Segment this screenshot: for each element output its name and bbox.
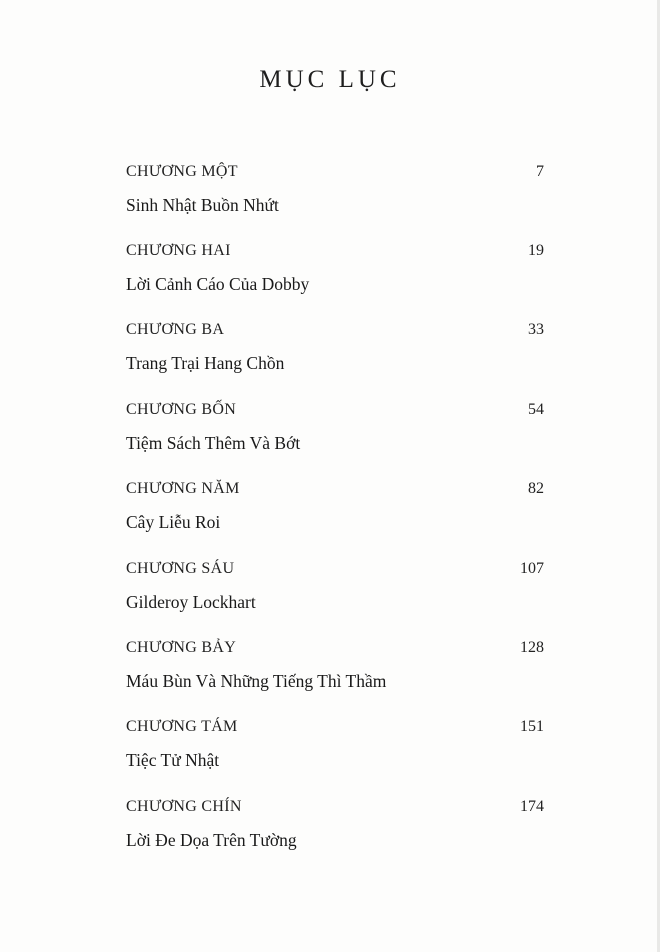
- chapter-line: [126, 718, 546, 740]
- chapter-title: Tiệm Sách Thêm Và Bớt: [126, 433, 301, 453]
- chapter-line: [126, 639, 546, 661]
- chapter-label: CHƯƠNG TÁM: [126, 718, 238, 735]
- chapter-page-number: 33: [528, 321, 544, 338]
- toc-entry-9: [126, 798, 546, 868]
- chapter-label: CHƯƠNG HAI: [126, 242, 231, 259]
- chapter-title: Lời Đe Dọa Trên Tường: [126, 830, 297, 850]
- chapter-label: CHƯƠNG BA: [126, 321, 225, 338]
- chapter-label: CHƯƠNG BẢY: [126, 639, 237, 656]
- chapter-page-number: 174: [520, 798, 544, 815]
- toc-entry-3: [126, 321, 546, 391]
- chapter-line: [126, 163, 546, 185]
- chapter-title: Sinh Nhật Buồn Nhứt: [126, 195, 279, 215]
- chapter-line: [126, 798, 546, 820]
- toc-entry-5: [126, 480, 546, 550]
- chapter-line: [126, 321, 546, 343]
- chapter-line: [126, 242, 546, 264]
- toc-entry-1: [126, 163, 546, 233]
- chapter-page-number: 7: [536, 163, 544, 180]
- chapter-page-number: 82: [528, 480, 544, 497]
- chapter-page-number: 128: [520, 639, 544, 656]
- chapter-line: [126, 560, 546, 582]
- chapter-label: CHƯƠNG BỐN: [126, 401, 237, 418]
- toc-entry-4: [126, 401, 546, 471]
- chapter-title: Cây Liễu Roi: [126, 512, 221, 532]
- page-title: MỤC LỤC: [259, 66, 401, 93]
- chapter-label: CHƯƠNG CHÍN: [126, 798, 242, 815]
- chapter-line: [126, 480, 546, 502]
- chapter-page-number: 54: [528, 401, 544, 418]
- toc-entry-7: [126, 639, 546, 709]
- toc-entry-6: [126, 560, 546, 630]
- chapter-title: Gilderoy Lockhart: [126, 592, 256, 612]
- toc-entry-8: [126, 718, 546, 788]
- chapter-title: Máu Bùn Và Những Tiếng Thì Thầm: [126, 671, 387, 691]
- chapter-title: Trang Trại Hang Chồn: [126, 353, 285, 373]
- chapter-title: Tiệc Tử Nhật: [126, 750, 220, 770]
- chapter-page-number: 107: [520, 560, 544, 577]
- chapter-label: CHƯƠNG SÁU: [126, 560, 235, 577]
- chapter-label: CHƯƠNG NĂM: [126, 480, 240, 497]
- chapter-page-number: 151: [520, 718, 544, 735]
- toc-entry-2: [126, 242, 546, 312]
- chapter-line: [126, 401, 546, 423]
- chapter-label: CHƯƠNG MỘT: [126, 163, 238, 180]
- chapter-title: Lời Cảnh Cáo Của Dobby: [126, 274, 310, 294]
- chapter-page-number: 19: [528, 242, 544, 259]
